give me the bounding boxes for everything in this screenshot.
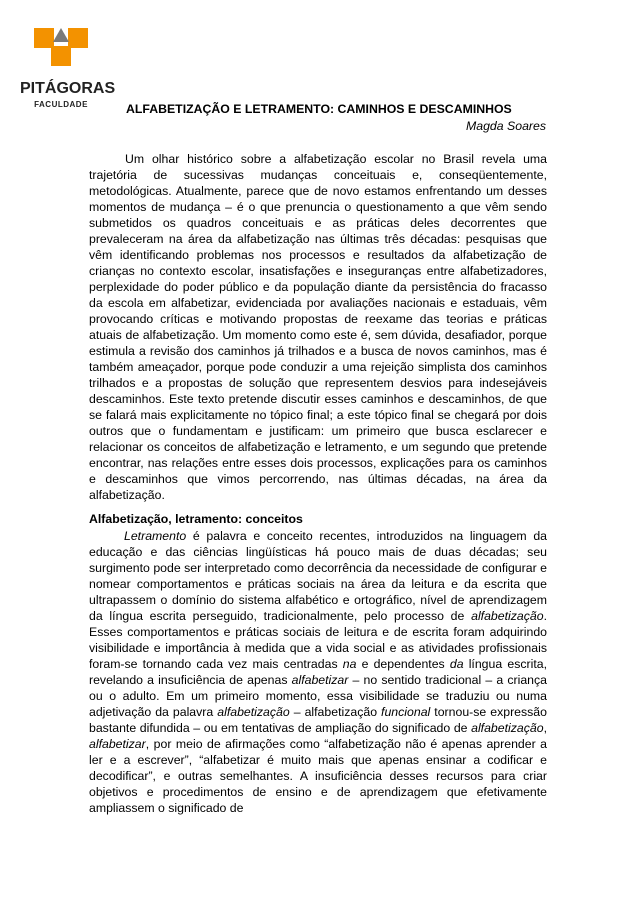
section-text-12: – alfabetização (289, 705, 382, 719)
document-author: Magda Soares (466, 119, 546, 133)
document-title: ALFABETIZAÇÃO E LETRAMENTO: CAMINHOS E DESCAMINHOS (126, 102, 512, 116)
section-text-5: na (342, 657, 357, 671)
section-paragraph (89, 528, 547, 816)
section-text-17: alfabetizar (89, 737, 146, 751)
section-text-11: alfabetização (217, 705, 290, 719)
logo-right-square (68, 28, 88, 48)
section-text-18: , por meio de afirmações como “alfabetização não é apenas aprender a ler e a escrever”, “alfabetizar é muito mais que apenas ensinar a codificar e decodificar”, e outras semelhantes. A insuficiência desses recursos para criar objetivos e procedimentos de ensino e de aprendizagem que efetivamente ampliassem o significado de (89, 737, 547, 815)
section-text-14: tornou-se expressão bastante difundida – ou em tentativas de ampliação do significado de (89, 705, 547, 735)
section-text-6: e dependentes (356, 657, 450, 671)
logo-center-triangle (53, 28, 69, 42)
section-heading: Alfabetização, letramento: conceitos (89, 512, 303, 526)
section-text-10: – no sentido tradicional – a criança ou o adulto. Em um primeiro momento, essa visibilidade se traduziu ou numa adjetivação da palavra (89, 673, 547, 719)
section-text-4: . Esses comportamentos e práticas sociais de leitura e de escrita foram adquirindo visibilidade e importância à medida que a vida social e as atividades profissionais foram-se tornando cada vez mais centradas (89, 609, 547, 671)
section-text-1: Letramento (124, 529, 187, 543)
section-text-8: língua escrita, revelando a insuficiência de apenas (89, 657, 547, 687)
intro-paragraph-block (89, 151, 547, 503)
section-text-7: da (449, 657, 464, 671)
section-text-3: alfabetização (471, 609, 544, 623)
pitagoras-logo (20, 22, 116, 114)
section-text-13: funcional (381, 705, 431, 719)
section-text-2: é palavra e conceito recentes, introduzidos na linguagem da educação e das ciências lingüísticas há pouco mais de duas décadas; seu surgimento pode ser interpretado como decorrência da necessidade de configurar e nomear comportamentos e práticas sociais na área da leitura e da escrita que ultrapassem o domínio do sistema alfabético e ortográfico, nível de aprendizagem da língua escrita perseguido, tradicionalmente, pelo processo de (89, 529, 547, 623)
section-text-16: , (543, 721, 547, 735)
section-paragraph-block (89, 528, 547, 816)
section-text-15: alfabetização (471, 721, 544, 735)
logo-left-square (34, 28, 54, 48)
logo-subtitle: FACULDADE (34, 100, 88, 109)
logo-bottom-square (51, 46, 71, 66)
logo-name: PITÁGORAS (20, 80, 116, 97)
intro-paragraph: Um olhar histórico sobre a alfabetização escolar no Brasil revela uma trajetória de sucessivas mudanças conceituais e, conseqüentemente, metodológicas. Atualmente, parece que de novo estamos enfrentando um desses momentos de mudança – é o que prenuncia o questionamento a que vêm sendo submetidos os quadros conceituais e as práticas deles decorrentes que prevaleceram na área da alfabetização nas últimas três décadas: pesquisas que vêm identificando problemas nos processos e resultados da alfabetização de crianças no contexto escolar, insatisfações e inseguranças entre alfabetizadores, perplexidade do poder público e da população diante da persistência do fracasso da escola em alfabetizar, evidenciada por avaliações nacionais e estaduais, vêm provocando críticas e motivando propostas de reexame das teorias e práticas atuais de alfabetização. Um momento como este é, sem dúvida, desafiador, porque estimula a revisão dos caminhos já trilhados e a busca de novos caminhos, mas é também ameaçador, porque pode conduzir a uma rejeição simplista dos caminhos trilhados e a propostas de solução que representem desvios para indesejáveis descaminhos. Este texto pretende discutir esses caminhos e descaminhos, de que se falará mais explicitamente no tópico final; a este tópico final se chegará por dois outros que o fundamentam e justificam: um primeiro que busca esclarecer e relacionar os conceitos de alfabetização e letramento, e um segundo que pretende encontrar, nas relações entre esses dois processos, explicações para os caminhos e descaminhos que vimos percorrendo, nas últimas décadas, na área da alfabetização. (89, 152, 547, 502)
pitagoras-logo-mark (20, 22, 102, 80)
section-text-9: alfabetizar (291, 673, 349, 687)
